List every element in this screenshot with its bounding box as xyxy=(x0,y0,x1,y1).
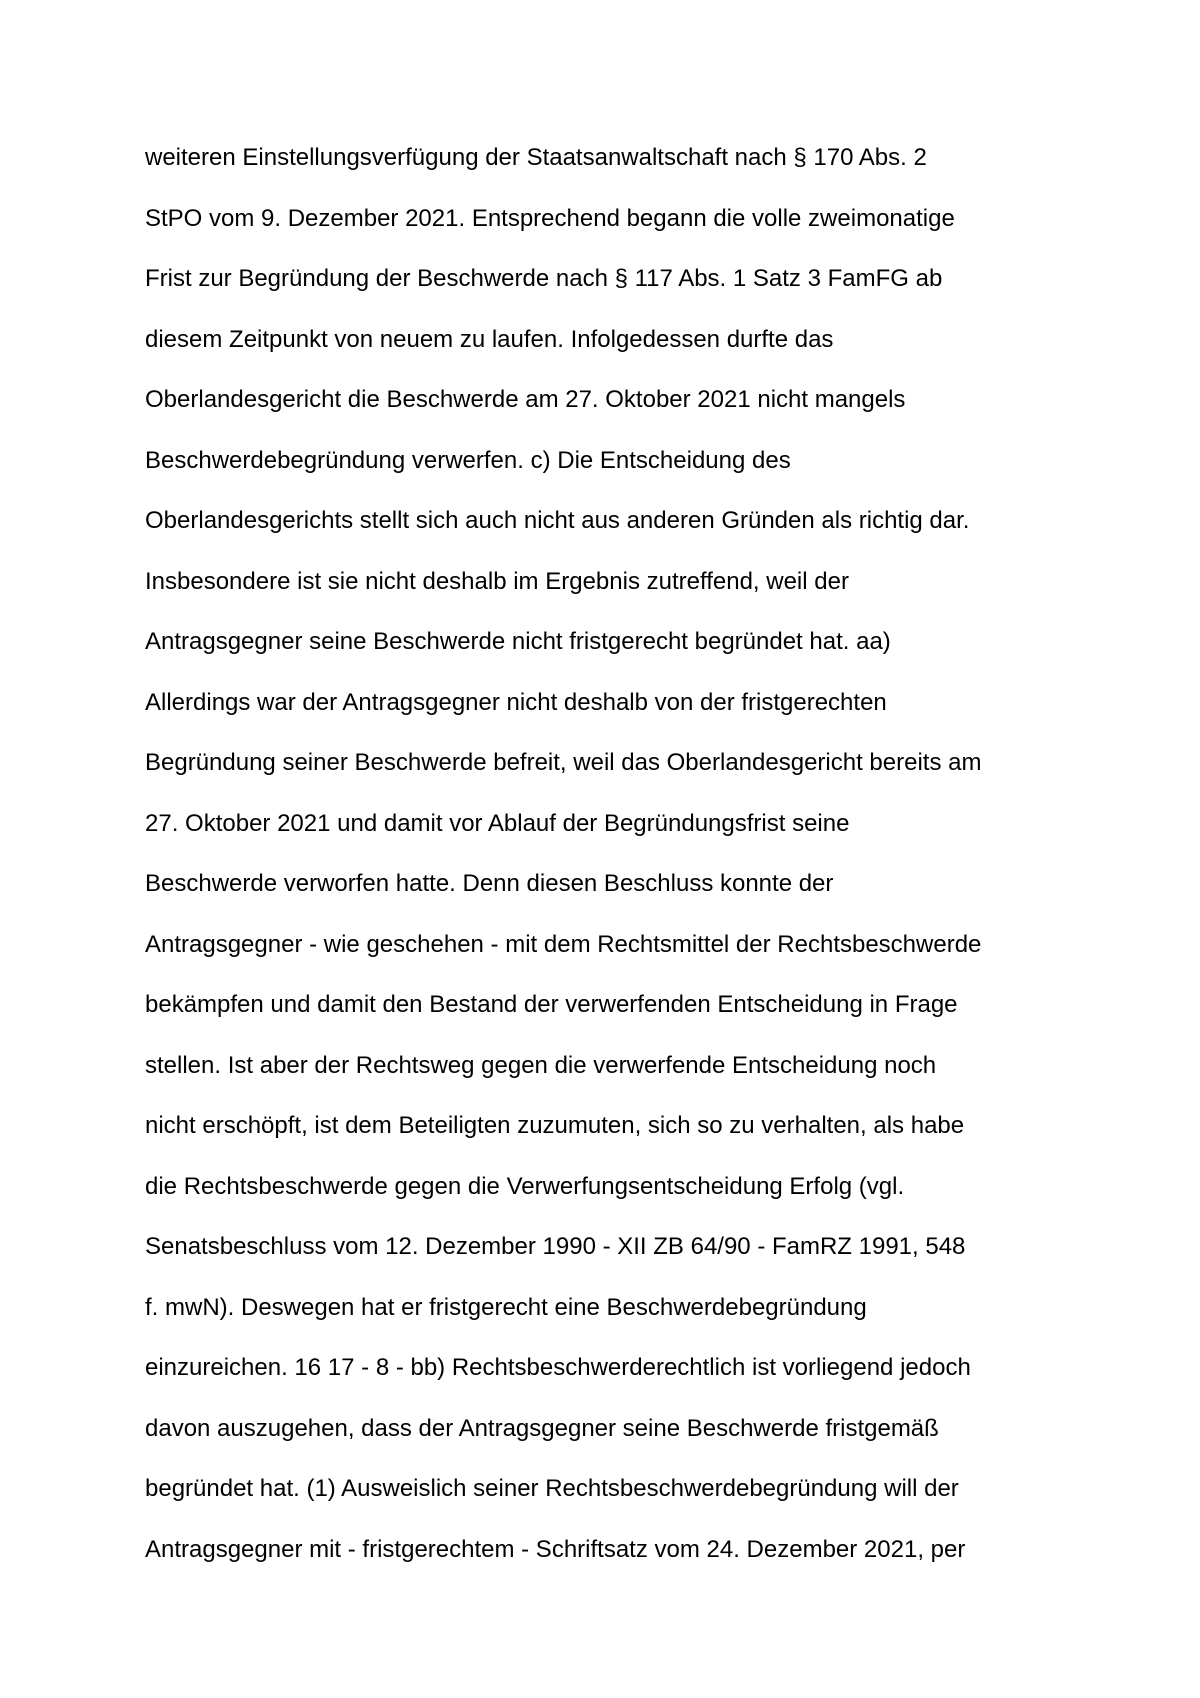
text-line: 27. Oktober 2021 und damit vor Ablauf der Begründungsfrist seine xyxy=(145,809,850,837)
body-text xyxy=(145,138,1145,1590)
text-line: Antragsgegner mit - fristgerechtem - Schriftsatz vom 24. Dezember 2021, per xyxy=(145,1535,966,1563)
text-line: Beschwerde verworfen hatte. Denn diesen Beschluss konnte der xyxy=(145,870,834,897)
text-line: Begründung seiner Beschwerde befreit, weil das Oberlandesgericht bereits am xyxy=(145,749,982,776)
text-line: nicht erschöpft, ist dem Beteiligten zuzumuten, sich so zu verhalten, als habe xyxy=(145,1112,965,1139)
text-line: stellen. Ist aber der Rechtsweg gegen die verwerfende Entscheidung noch xyxy=(145,1051,937,1079)
text-line: davon auszugehen, dass der Antragsgegner seine Beschwerde fristgemäß xyxy=(145,1414,939,1442)
text-line: Antragsgegner seine Beschwerde nicht fristgerecht begründet hat. aa) xyxy=(145,628,891,655)
text-line: begründet hat. (1) Ausweislich seiner Rechtsbeschwerdebegründung will der xyxy=(145,1475,959,1502)
text-line: Allerdings war der Antragsgegner nicht deshalb von der fristgerechten xyxy=(145,688,887,716)
text-line: weiteren Einstellungsverfügung der Staatsanwaltschaft nach § 170 Abs. 2 xyxy=(145,144,927,171)
text-line: diesem Zeitpunkt von neuem zu laufen. Infolgedessen durfte das xyxy=(145,325,834,353)
text-line: f. mwN). Deswegen hat er fristgerecht eine Beschwerdebegründung xyxy=(145,1293,867,1321)
text-line: Beschwerdebegründung verwerfen. c) Die Entscheidung des xyxy=(145,446,791,474)
text-line: Oberlandesgerichts stellt sich auch nicht aus anderen Gründen als richtig dar. xyxy=(145,507,970,534)
text-line: Antragsgegner - wie geschehen - mit dem Rechtsmittel der Rechtsbeschwerde xyxy=(145,930,982,958)
text-line: einzureichen. 16 17 - 8 - bb) Rechtsbeschwerderechtlich ist vorliegend jedoch xyxy=(145,1354,971,1381)
text-line: Frist zur Begründung der Beschwerde nach § 117 Abs. 1 Satz 3 FamFG ab xyxy=(145,265,943,292)
text-line: Senatsbeschluss vom 12. Dezember 1990 - XII ZB 64/90 - FamRZ 1991, 548 xyxy=(145,1233,966,1260)
text-line: Oberlandesgericht die Beschwerde am 27. Oktober 2021 nicht mangels xyxy=(145,386,906,413)
text-line: die Rechtsbeschwerde gegen die Verwerfungsentscheidung Erfolg (vgl. xyxy=(145,1172,905,1200)
text-line: StPO vom 9. Dezember 2021. Entsprechend begann die volle zweimonatige xyxy=(145,204,955,232)
text-line: Insbesondere ist sie nicht deshalb im Ergebnis zutreffend, weil der xyxy=(145,567,849,595)
text-line: bekämpfen und damit den Bestand der verwerfenden Entscheidung in Frage xyxy=(145,991,958,1018)
